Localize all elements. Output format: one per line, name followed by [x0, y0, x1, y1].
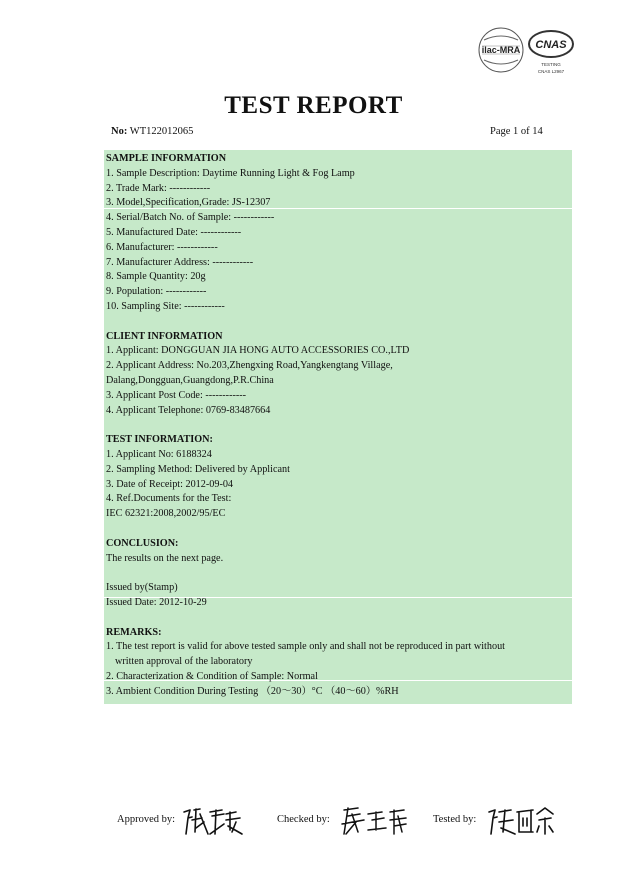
client-heading: CLIENT INFORMATION: [106, 330, 223, 342]
test-line: 1. Applicant No: 6188324: [106, 448, 212, 460]
ilac-text: ilac-MRA: [481, 45, 521, 55]
test-line: IEC 62321:2008,2002/95/EC: [106, 508, 226, 520]
sample-line: 5. Manufactured Date: ------------: [106, 226, 242, 238]
issued-date: Issued Date: 2012-10-29: [106, 596, 207, 608]
signature-footer: [0, 800, 627, 840]
checked-label: Checked by:: [277, 814, 330, 825]
conclusion-text: The results on the next page.: [106, 552, 224, 564]
client-line: 3. Applicant Post Code: ------------: [106, 389, 247, 401]
sample-line: 2. Trade Mark: ------------: [106, 182, 211, 194]
sample-line: 10. Sampling Site: ------------: [106, 300, 225, 312]
cnas-code: CNAS L2967: [537, 69, 565, 74]
sample-line: 4. Serial/Batch No. of Sample: ------------: [106, 212, 275, 224]
page-indicator: Page 1 of 14: [490, 126, 543, 137]
sample-line: 1. Sample Description: Daytime Running Light & Fog Lamp: [106, 167, 355, 179]
client-line: 4. Applicant Telephone: 0769-83487664: [106, 404, 271, 416]
accreditation-marks: [476, 24, 576, 76]
test-line: 2. Sampling Method: Delivered by Applicant: [106, 463, 290, 475]
report-content: [106, 152, 566, 699]
client-line: Dalang,Dongguan,Guangdong,P.R.China: [106, 374, 274, 386]
sample-line: 8. Sample Quantity: 20g: [106, 271, 206, 283]
remark-line: 3. Ambient Condition During Testing （20～30）°C （40～60）%RH: [106, 685, 399, 697]
issued-by: Issued by(Stamp): [106, 582, 178, 594]
cnas-text: CNAS: [535, 39, 567, 51]
sample-line: 9. Population: ------------: [106, 286, 207, 298]
sample-line: 3. Model,Specification,Grade: JS-12307: [106, 197, 271, 209]
report-number-label: No:: [111, 126, 128, 137]
page-title: TEST REPORT: [224, 92, 403, 119]
remark-line: 1. The test report is valid for above tested sample only and shall not be reproduced in part without: [106, 641, 506, 653]
client-line: 2. Applicant Address: No.203,Zhengxing Road,Yangkengtang Village,: [106, 360, 393, 372]
remarks-heading: REMARKS:: [106, 626, 162, 638]
conclusion-heading: CONCLUSION:: [106, 537, 179, 549]
remark-line: 2. Characterization & Condition of Sample: Normal: [106, 670, 318, 682]
sample-line: 7. Manufacturer Address: ------------: [106, 256, 254, 268]
tested-label: Tested by:: [433, 814, 477, 825]
sample-heading: SAMPLE INFORMATION: [106, 153, 227, 164]
cnas-sub: TESTING: [541, 62, 561, 67]
sample-line: 6. Manufacturer: ------------: [106, 241, 218, 253]
tested-signature: [485, 804, 555, 838]
report-number: [111, 126, 193, 137]
report-number-value: WT122012065: [129, 126, 194, 137]
checked-signature: [338, 804, 410, 838]
test-line: 3. Date of Receipt: 2012-09-04: [106, 478, 234, 490]
test-heading: TEST INFORMATION:: [106, 434, 213, 446]
ilac-mra-logo: [479, 28, 523, 72]
client-line: 1. Applicant: DONGGUAN JIA HONG AUTO ACCESSORIES CO.,LTD: [106, 345, 410, 357]
approved-label: Approved by:: [117, 814, 176, 825]
test-line: 4. Ref.Documents for the Test:: [106, 493, 232, 505]
remark-line: written approval of the laboratory: [115, 656, 253, 668]
approved-signature: [180, 804, 246, 838]
cnas-logo: [529, 31, 573, 74]
accreditation-logos: [476, 24, 576, 76]
